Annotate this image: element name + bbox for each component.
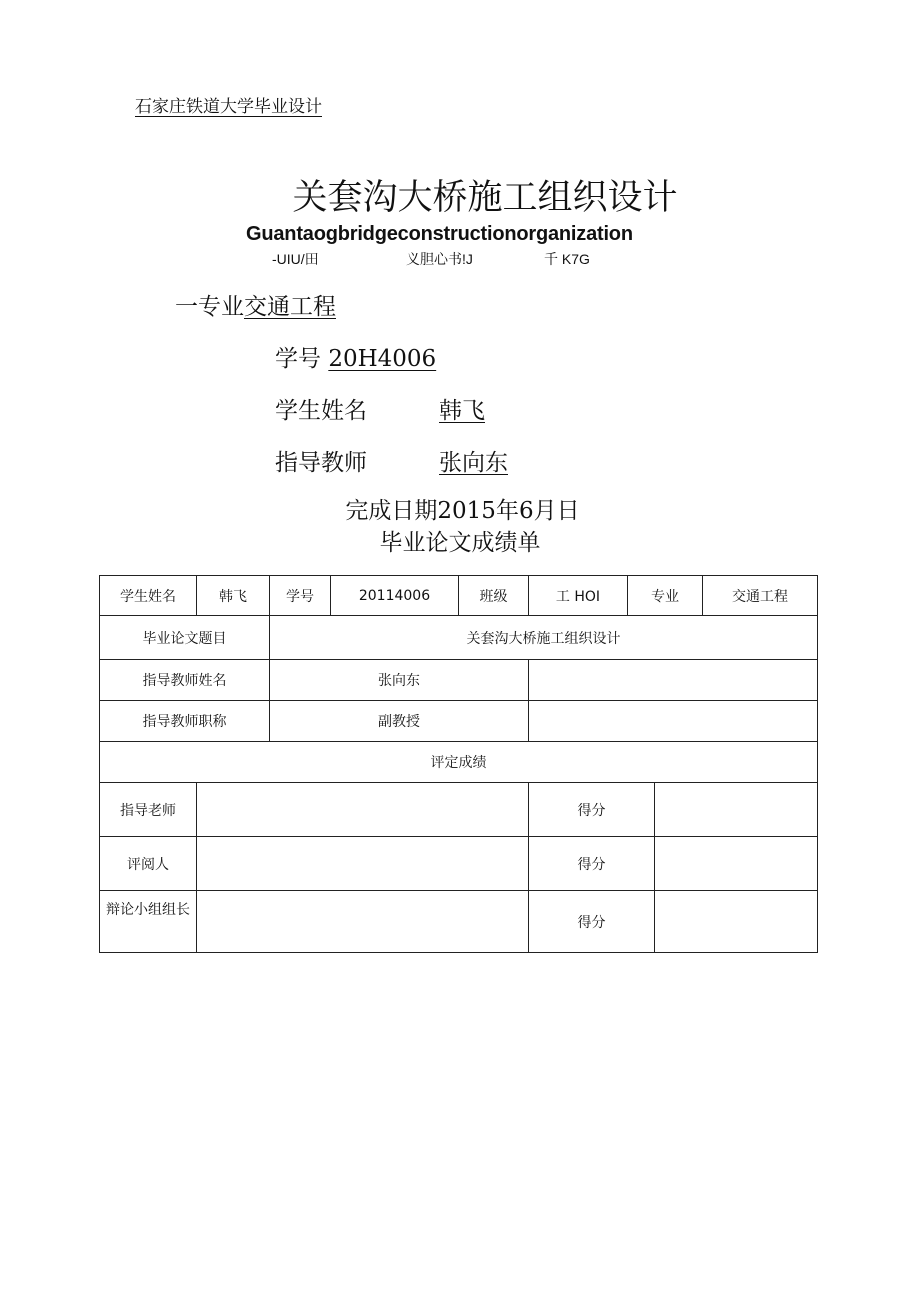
major-value-cell: 交通工程 [703, 576, 818, 616]
page-header: 石家庄铁道大学毕业设计 [135, 97, 322, 117]
student-id-line [275, 340, 436, 373]
garbled-text-1: -UIU/田 [272, 251, 319, 267]
table-row [100, 891, 818, 953]
garbled-text-3: 千 K7G [544, 251, 590, 267]
id-value-cell: 20114006 [331, 576, 459, 616]
grading-role-cell: 评阅人 [100, 837, 197, 891]
grading-comment-cell [197, 837, 529, 891]
score-value-cell [655, 783, 818, 837]
advisor-title-blank-cell [529, 701, 818, 742]
completion-date: 完成日期2015年6月日 [345, 498, 580, 524]
grade-sheet-table [99, 575, 818, 953]
class-label-cell: 班级 [459, 576, 529, 616]
topic-value-cell: 关套沟大桥施工组织设计 [270, 616, 818, 660]
major-value: 交通工程 [244, 294, 336, 320]
grading-comment-cell [197, 783, 529, 837]
class-value-cell: 工 HOI [529, 576, 628, 616]
advisor-line [275, 444, 508, 477]
grade-sheet-title: 毕业论文成绩单 [379, 530, 541, 556]
score-label-cell: 得分 [529, 783, 655, 837]
score-label-cell: 得分 [529, 837, 655, 891]
thesis-title: 关套沟大桥施工组织设计 [292, 178, 678, 218]
student-id-value: 20H4006 [328, 346, 437, 372]
score-value-cell [655, 891, 818, 953]
name-label-cell: 学生姓名 [100, 576, 197, 616]
grading-header-cell: 评定成绩 [100, 742, 818, 783]
grading-role-cell: 辩论小组组长 [100, 891, 197, 953]
id-label-cell: 学号 [270, 576, 331, 616]
major-line [175, 288, 336, 321]
table-row [100, 660, 818, 701]
student-name-value: 韩飞 [439, 398, 485, 424]
grading-comment-cell [197, 891, 529, 953]
grading-role-cell: 指导老师 [100, 783, 197, 837]
table-row [100, 616, 818, 660]
topic-label-cell: 毕业论文题目 [100, 616, 270, 660]
table-row [100, 783, 818, 837]
advisor-title-value-cell: 副教授 [270, 701, 529, 742]
major-label: 一专业 [175, 294, 244, 320]
score-label-cell: 得分 [529, 891, 655, 953]
table-row [100, 742, 818, 783]
advisor-name-blank-cell [529, 660, 818, 701]
student-name-line [275, 392, 485, 425]
advisor-title-label-cell: 指导教师职称 [100, 701, 270, 742]
score-value-cell [655, 837, 818, 891]
major-label-cell: 专业 [628, 576, 703, 616]
table-row [100, 837, 818, 891]
name-value-cell: 韩飞 [197, 576, 270, 616]
table-row [100, 576, 818, 616]
garbled-text-2: 义胆心书!J [406, 251, 473, 267]
advisor-name-label-cell: 指导教师姓名 [100, 660, 270, 701]
advisor-name-value-cell: 张向东 [270, 660, 529, 701]
student-id-label: 学号 [275, 346, 321, 372]
advisor-label: 指导教师 [275, 450, 367, 476]
table-row [100, 701, 818, 742]
thesis-title-english: Guantaogbridgeconstructionorganization [246, 223, 633, 245]
advisor-value: 张向东 [439, 450, 508, 476]
student-name-label: 学生姓名 [275, 398, 367, 424]
